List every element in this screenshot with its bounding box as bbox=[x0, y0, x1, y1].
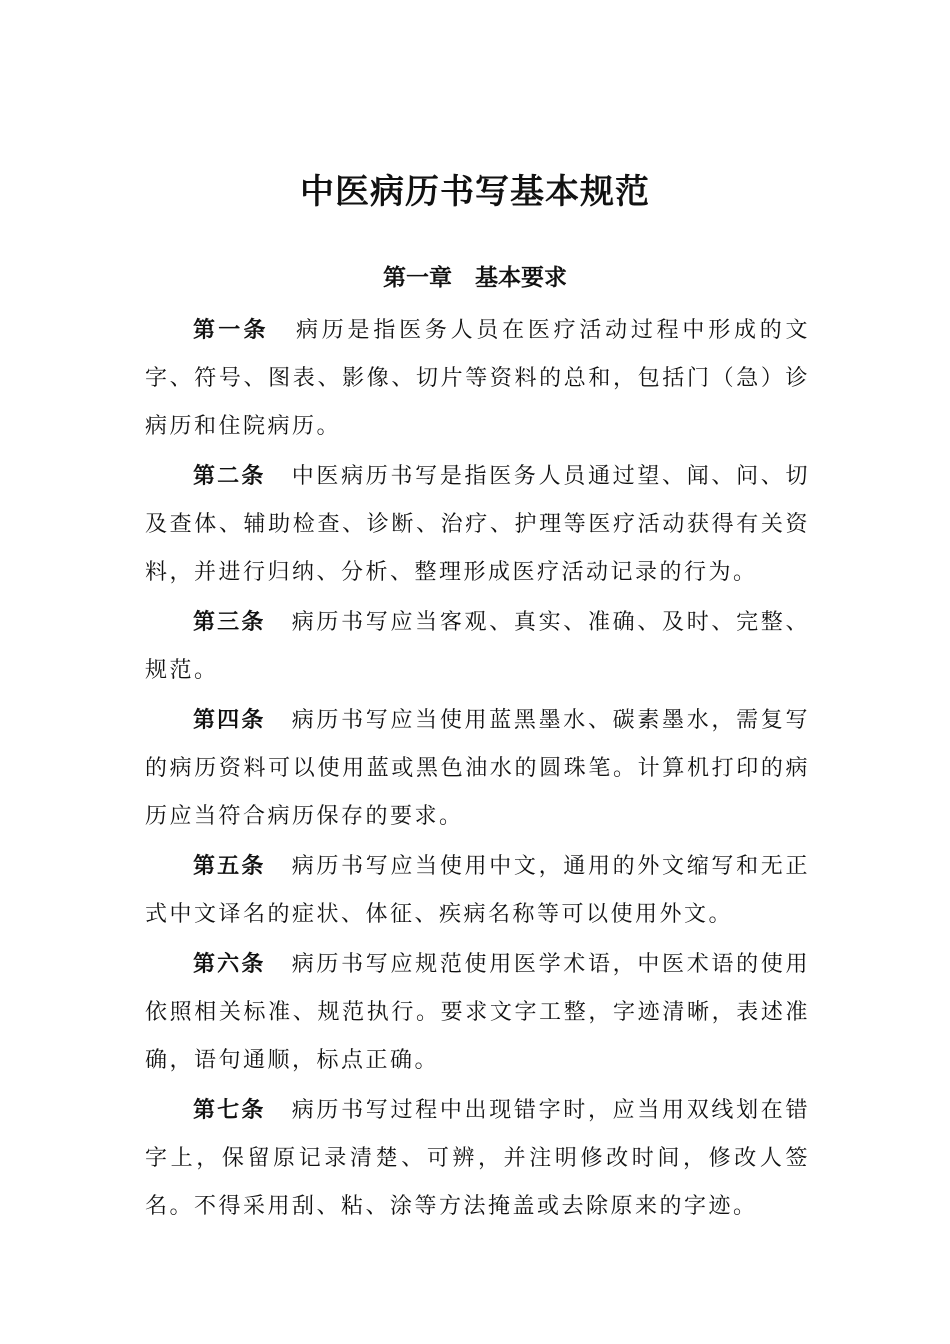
document-body bbox=[145, 307, 810, 1233]
article-label: 第一条 bbox=[193, 318, 269, 343]
article-label: 第二条 bbox=[193, 464, 266, 489]
article-text: 病历是指医务人员在医疗活动过程中形成的文字、符号、图表、影像、切片等资料的总和，包括门（急）诊病历和住院病历。 bbox=[145, 318, 810, 439]
article-text: 病历书写过程中出现错字时，应当用双线划在错字上，保留原记录清楚、可辨，并注明修改时间，修改人签名。不得采用刮、粘、涂等方法掩盖或去除原来的字迹。 bbox=[145, 1098, 810, 1219]
article-label: 第七条 bbox=[193, 1098, 266, 1123]
article-text: 病历书写应当客观、真实、准确、及时、完整、规范。 bbox=[145, 610, 810, 683]
article-label: 第六条 bbox=[193, 952, 266, 977]
article-7 bbox=[145, 1087, 810, 1231]
article-1 bbox=[145, 307, 810, 451]
chapter-title: 第一章 基本要求 bbox=[383, 265, 567, 291]
article-3 bbox=[145, 599, 810, 695]
article-text: 病历书写应规范使用医学术语，中医术语的使用依照相关标准、规范执行。要求文字工整，字迹清晰，表述准确，语句通顺，标点正确。 bbox=[145, 952, 810, 1073]
article-label: 第五条 bbox=[193, 854, 266, 879]
article-6 bbox=[145, 941, 810, 1085]
article-4 bbox=[145, 697, 810, 841]
article-text: 病历书写应当使用中文，通用的外文缩写和无正式中文译名的症状、体征、疾病名称等可以使用外文。 bbox=[145, 854, 810, 927]
article-label: 第三条 bbox=[193, 610, 266, 635]
article-5 bbox=[145, 843, 810, 939]
article-2 bbox=[145, 453, 810, 597]
article-label: 第四条 bbox=[193, 708, 266, 733]
article-text: 中医病历书写是指医务人员通过望、闻、问、切及查体、辅助检查、诊断、治疗、护理等医疗活动获得有关资料，并进行归纳、分析、整理形成医疗活动记录的行为。 bbox=[145, 464, 810, 585]
document-title: 中医病历书写基本规范 bbox=[300, 172, 650, 212]
article-text: 病历书写应当使用蓝黑墨水、碳素墨水，需复写的病历资料可以使用蓝或黑色油水的圆珠笔。计算机打印的病历应当符合病历保存的要求。 bbox=[145, 708, 810, 829]
